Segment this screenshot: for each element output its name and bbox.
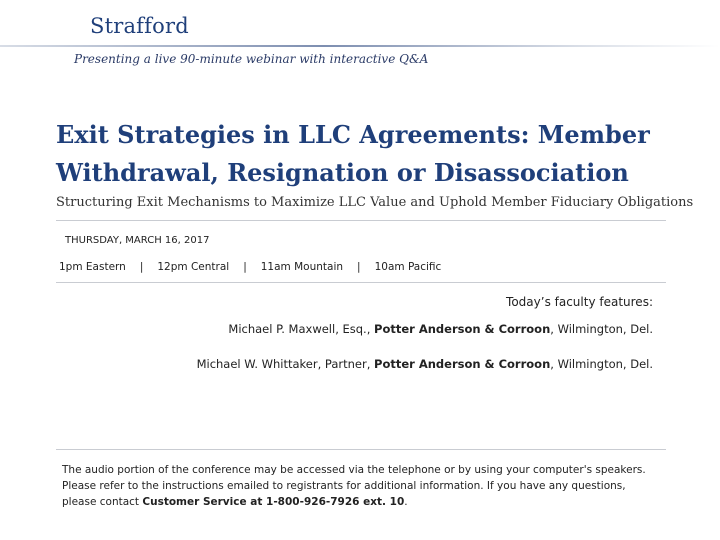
time-eastern: 1pm Eastern [59, 261, 126, 273]
speaker-name-title: Michael W. Whittaker, Partner, [196, 357, 375, 371]
divider-footer [56, 449, 666, 450]
speaker-whittaker [197, 357, 653, 371]
time-pacific: 10am Pacific [374, 261, 442, 273]
webinar-subtitle: Structuring Exit Mechanisms to Maximize LLC Value and Uphold Member Fiduciary Obligations [56, 195, 694, 210]
header-divider [0, 45, 720, 47]
webinar-title: Exit Strategies in LLC Agreements: Member Withdrawal, Resignation or Disassociation [56, 120, 650, 187]
speaker-firm: Potter Anderson & Corroon [374, 357, 551, 371]
audio-notice-text: The audio portion of the conference may be accessed via the telephone or by using your computer's speakers. Please refer to the instructions emailed to registrants for additional information. If you have any questions, please contact [62, 464, 646, 508]
speaker-maxwell [228, 322, 653, 336]
time-mountain: 11am Mountain [260, 261, 344, 273]
time-separator: | [357, 261, 361, 273]
faculty-heading: Today’s faculty features: [506, 295, 653, 309]
audio-notice-end: . [404, 496, 408, 508]
webinar-date: THURSDAY, MARCH 16, 2017 [65, 235, 210, 246]
customer-service-contact: Customer Service at 1-800-926-7926 ext. 10 [142, 496, 405, 508]
divider-times [56, 282, 666, 283]
divider-subtitle [56, 220, 666, 221]
speaker-firm: Potter Anderson & Corroon [374, 322, 551, 336]
time-separator: | [243, 261, 247, 273]
speaker-location: , Wilmington, Del. [550, 322, 653, 336]
speaker-name-title: Michael P. Maxwell, Esq., [228, 322, 375, 336]
audio-notice [62, 462, 662, 510]
time-central: 12pm Central [157, 261, 230, 273]
time-separator: | [139, 261, 144, 273]
strafford-logo: Strafford [90, 14, 189, 38]
time-zones [59, 261, 441, 273]
speaker-location: , Wilmington, Del. [550, 357, 653, 371]
tagline: Presenting a live 90-minute webinar with interactive Q&A [74, 52, 429, 66]
